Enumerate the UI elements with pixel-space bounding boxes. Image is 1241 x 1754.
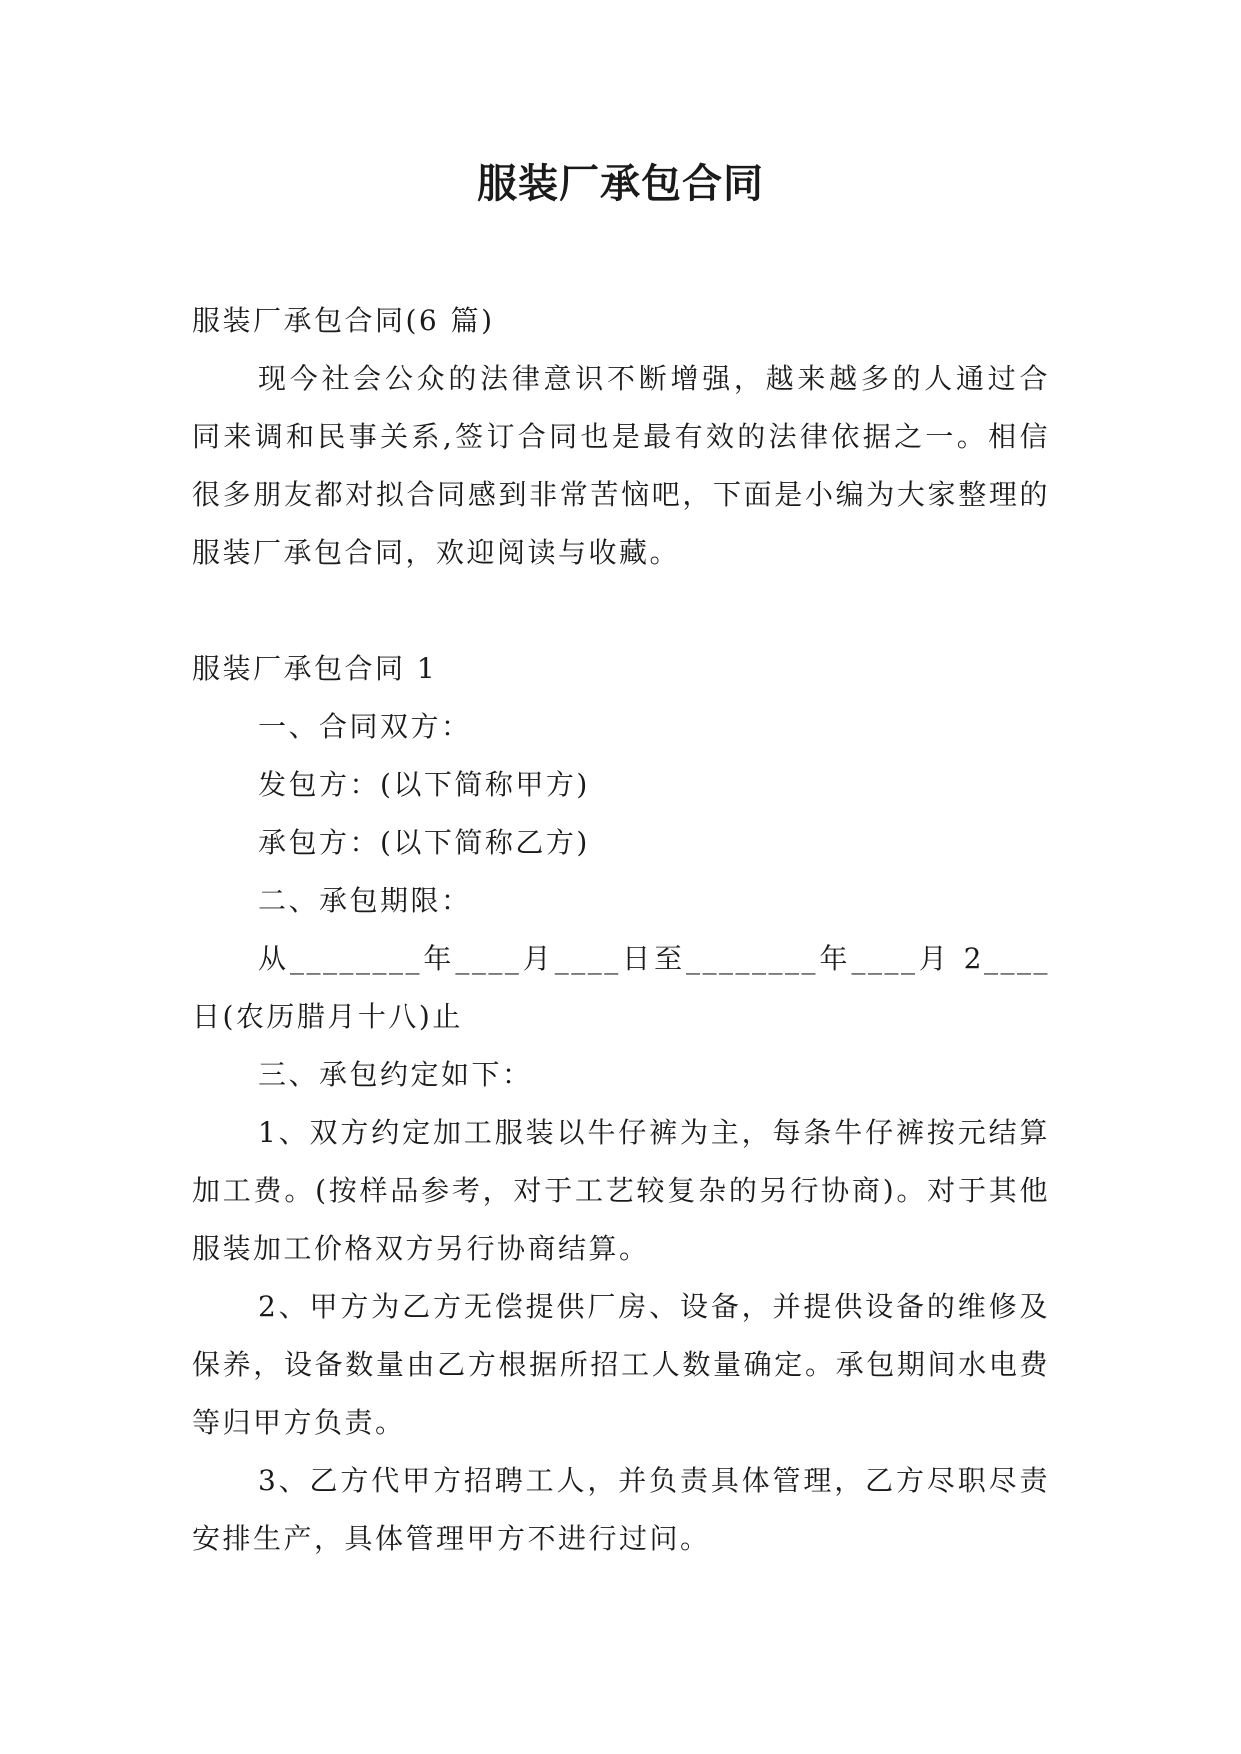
parties-heading: 一、合同双方： (258, 710, 472, 743)
terms-heading: 三、承包约定如下： (258, 1058, 533, 1091)
clause-1: 1、双方约定加工服装以牛仔裤为主，每条牛仔裤按元结算加工费。(按样品参考，对于工艺较复杂的另行协商)。对于其他服装加工价格双方另行协商结算。 (192, 1116, 1050, 1265)
party-b-line: 承包方：(以下简称乙方) (258, 826, 590, 859)
clause-3: 3、乙方代甲方招聘工人，并负责具体管理，乙方尽职尽责安排生产，具体管理甲方不进行过问。 (192, 1464, 1050, 1555)
intro-paragraph: 现今社会公众的法律意识不断增强，越来越多的人通过合同来调和民事关系,签订合同也是最有效的法律依据之一。相信很多朋友都对拟合同感到非常苦恼吧，下面是小编为大家整理的服装厂承包合同，欢迎阅读与收藏。 (192, 362, 1050, 569)
term-text: 从________年____月____日至________年____月 2____日(农历腊月十八)止 (192, 942, 1050, 1033)
document-subtitle: 服装厂承包合同(6 篇) (192, 304, 495, 337)
section-heading: 服装厂承包合同 1 (192, 652, 438, 685)
document-title: 服装厂承包合同 (477, 161, 764, 207)
document-body (192, 292, 1050, 1568)
term-heading: 二、承包期限： (258, 884, 472, 917)
clause-2: 2、甲方为乙方无偿提供厂房、设备，并提供设备的维修及保养，设备数量由乙方根据所招工人数量确定。承包期间水电费等归甲方负责。 (192, 1290, 1050, 1439)
party-a-line: 发包方：(以下简称甲方) (258, 768, 590, 801)
